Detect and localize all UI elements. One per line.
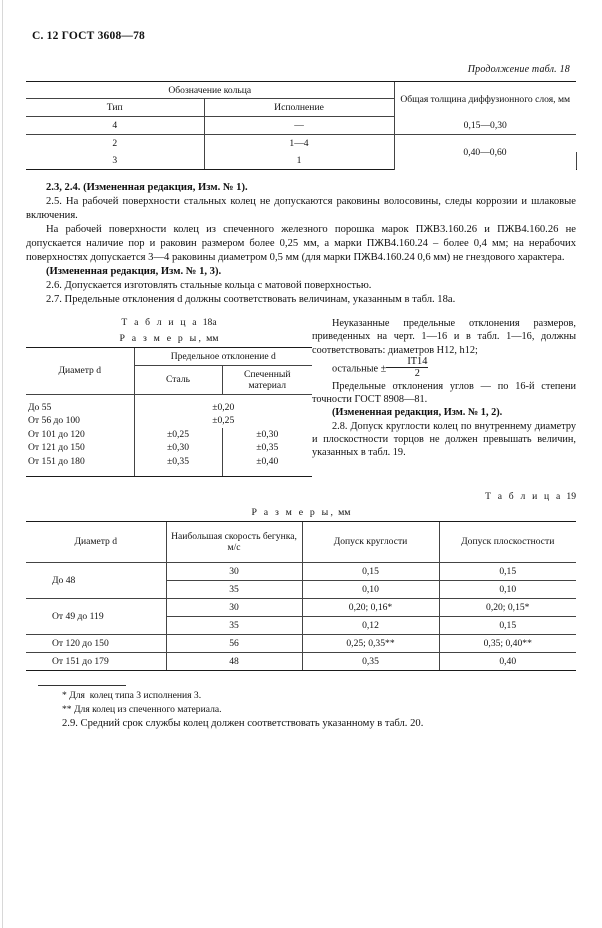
cell-execution: 1 <box>204 152 394 170</box>
razmery-label: Р а з м е р ы, <box>119 332 204 344</box>
cell-sintered: ±0,35 <box>222 441 312 454</box>
cell-steel: ±0,30 <box>134 441 222 454</box>
scan-edge-line <box>2 0 3 928</box>
para-unspecified-deviations: Неуказанные предельные отклонения размеров, приведенных на черт. 1—16 и в табл. 1—16, должны соответствовать: диаметров Н12, h12; <box>312 317 576 356</box>
table-continued-caption: Продолжение табл. 18 <box>467 64 570 75</box>
para-2-8: 2.8. Допуск круглости колец по внутреннему диаметру и плоскостности торцов не должен превышать величин, указанных в табл. 19. <box>312 420 576 459</box>
footnote-rule <box>38 685 126 686</box>
table-row <box>26 117 576 135</box>
cell-flatness: 0,10 <box>439 580 576 598</box>
cell-roundness: 0,10 <box>302 580 439 598</box>
table-row <box>26 454 312 476</box>
cell-roundness: 0,35 <box>302 652 439 670</box>
th-total-thickness: Общая толщина диффузионного слоя, мм <box>394 82 576 117</box>
para-angles: Предельные отклонения углов — по 16-й степени точности ГОСТ 8908—81. <box>312 380 576 405</box>
cell-execution: — <box>204 117 394 135</box>
cell-speed: 48 <box>166 652 302 670</box>
cell-roundness: 0,20; 0,16* <box>302 598 439 616</box>
table-label: Т а б л и ц а <box>485 490 563 502</box>
th-steel: Сталь <box>134 365 222 394</box>
para-pores: На рабочей поверхности колец из спеченного железного порошка марок ПЖВ3.160.26 и ПЖВ4.160.26 не допускается наличие пор и раковин размером более 0,25 мм, а марки ПЖВ4.160.24 – более 0,4 мм; на нерабочих поверхностях допускается 3—4 раковины диаметром 0,5 мм (для марки ПЖВ4.160.24 0,6 мм) не гнездового характера. <box>26 224 576 263</box>
th-execution: Исполнение <box>204 99 394 117</box>
column-right <box>312 317 576 477</box>
th-sintered: Спеченный материал <box>222 365 312 394</box>
th-limit-deviation: Предельное отклонение d <box>134 347 312 365</box>
table-18-continued <box>26 81 576 170</box>
table-19 <box>26 521 576 671</box>
cell-roundness: 0,15 <box>302 562 439 580</box>
cell-flatness: 0,15 <box>439 562 576 580</box>
cell-diameter: От 121 до 150 <box>28 442 85 454</box>
cell-diameter: От 120 до 150 <box>26 634 166 652</box>
page-header: С. 12 ГОСТ 3608—78 <box>32 30 145 42</box>
cell-diameter: От 101 до 120 <box>28 428 85 440</box>
cell-flatness: 0,15 <box>439 616 576 634</box>
cell-span-deviation: ±0,20 <box>134 394 312 414</box>
table-row <box>26 135 576 153</box>
th-diameter: Диаметр d <box>26 347 134 394</box>
table-row <box>26 598 576 616</box>
razmery-unit: мм <box>338 506 351 518</box>
table-row <box>26 347 312 365</box>
cell-roundness: 0,12 <box>302 616 439 634</box>
cell-diameter: От 56 до 100 <box>28 415 80 427</box>
table-row <box>26 652 576 670</box>
fraction-numerator: IT14 <box>386 357 428 368</box>
cell-roundness: 0,25; 0,35** <box>302 634 439 652</box>
cell-flatness: 0,40 <box>439 652 576 670</box>
para-2-9: 2.9. Средний срок службы колец должен соответствовать указанному в табл. 20. <box>62 717 424 729</box>
table-row <box>26 82 576 99</box>
table-19-number <box>26 491 576 502</box>
table-number: 18а <box>202 316 217 328</box>
para-2-3-2-4: 2.3, 2.4. (Измененная редакция, Изм. № 1). <box>46 182 248 194</box>
para-2-5: 2.5. На рабочей поверхности стальных колец не допускаются раковины волосовины, следы коррозии и шлаковые включения. <box>26 196 576 222</box>
cell-speed: 35 <box>166 580 302 598</box>
cell-flatness: 0,35; 0,40** <box>439 634 576 652</box>
rest-prefix: остальные ± <box>332 363 387 375</box>
th-diameter: Диаметр d <box>26 521 166 562</box>
cell-diameter: От 151 до 179 <box>26 652 166 670</box>
fraction-denominator: 2 <box>414 368 420 380</box>
cell-speed: 56 <box>166 634 302 652</box>
two-column-section <box>26 317 576 477</box>
table-18a <box>26 347 312 477</box>
table-row <box>26 521 576 562</box>
cell-type: 4 <box>112 120 118 132</box>
para-izm-1-2: (Измененная редакция, Изм. № 1, 2). <box>332 407 503 419</box>
cell-sintered: ±0,30 <box>222 428 312 441</box>
cell-thickness: 0,40—0,60 <box>394 135 576 170</box>
cell-type: 3 <box>26 152 204 170</box>
table-row <box>26 634 576 652</box>
table-19-razmery <box>26 507 576 518</box>
th-max-speed: Наибольшая скорость бегунка, м/с <box>166 521 302 562</box>
table-row <box>26 562 576 580</box>
table-18a-razmery <box>26 333 312 344</box>
table-number: 19 <box>566 490 576 502</box>
footnote-block <box>62 689 576 717</box>
cell-thickness: 0,15—0,30 <box>394 117 576 135</box>
table-row <box>26 394 312 414</box>
th-roundness-tolerance: Допуск круглости <box>302 521 439 562</box>
cell-diameter: От 49 до 119 <box>26 598 166 634</box>
cell-steel: ±0,35 <box>134 454 222 476</box>
cell-diameter: До 48 <box>52 574 76 586</box>
cell-flatness: 0,20; 0,15* <box>439 598 576 616</box>
table-18a-number <box>26 317 312 328</box>
para-2-6: 2.6. Допускается изготовлять стальные кольца с матовой поверхностью. <box>46 279 372 291</box>
body-text-block-1 <box>26 181 576 307</box>
th-flatness-tolerance: Допуск плоскостности <box>439 521 576 562</box>
footnote-1: * Для колец типа 3 исполнения 3. <box>62 689 202 701</box>
cell-type: 2 <box>26 135 204 153</box>
cell-sintered: ±0,40 <box>222 454 312 476</box>
cell-speed: 35 <box>166 616 302 634</box>
column-left <box>26 317 312 477</box>
razmery-label: Р а з м е р ы, <box>251 506 336 518</box>
th-ring-designation: Обозначение кольца <box>26 82 394 99</box>
table-19-section <box>26 491 576 671</box>
cell-execution: 1—4 <box>204 135 394 153</box>
para-2-7: 2.7. Предельные отклонения d должны соответствовать величинам, указанным в табл. 18а. <box>46 293 456 305</box>
table-row <box>26 441 312 454</box>
table-label: Т а б л и ц а <box>121 316 199 328</box>
cell-speed: 30 <box>166 562 302 580</box>
cell-diameter: От 151 до 180 <box>26 454 134 476</box>
th-type: Тип <box>26 99 204 117</box>
table-row <box>26 428 312 441</box>
cell-span-deviation: ±0,25 <box>134 414 312 427</box>
cell-speed: 30 <box>166 598 302 616</box>
razmery-unit: мм <box>206 332 219 344</box>
cell-steel: ±0,25 <box>134 428 222 441</box>
table-row <box>26 414 312 427</box>
para-izm-1-3: (Измененная редакция, Изм. № 1, 3). <box>46 265 222 277</box>
footnote-2: ** Для колец из спеченного материала. <box>62 703 222 715</box>
fraction-it14-2 <box>386 357 428 380</box>
para-rest-fraction <box>312 357 576 380</box>
cell-diameter: До 55 <box>28 401 52 413</box>
page-content <box>26 30 576 731</box>
